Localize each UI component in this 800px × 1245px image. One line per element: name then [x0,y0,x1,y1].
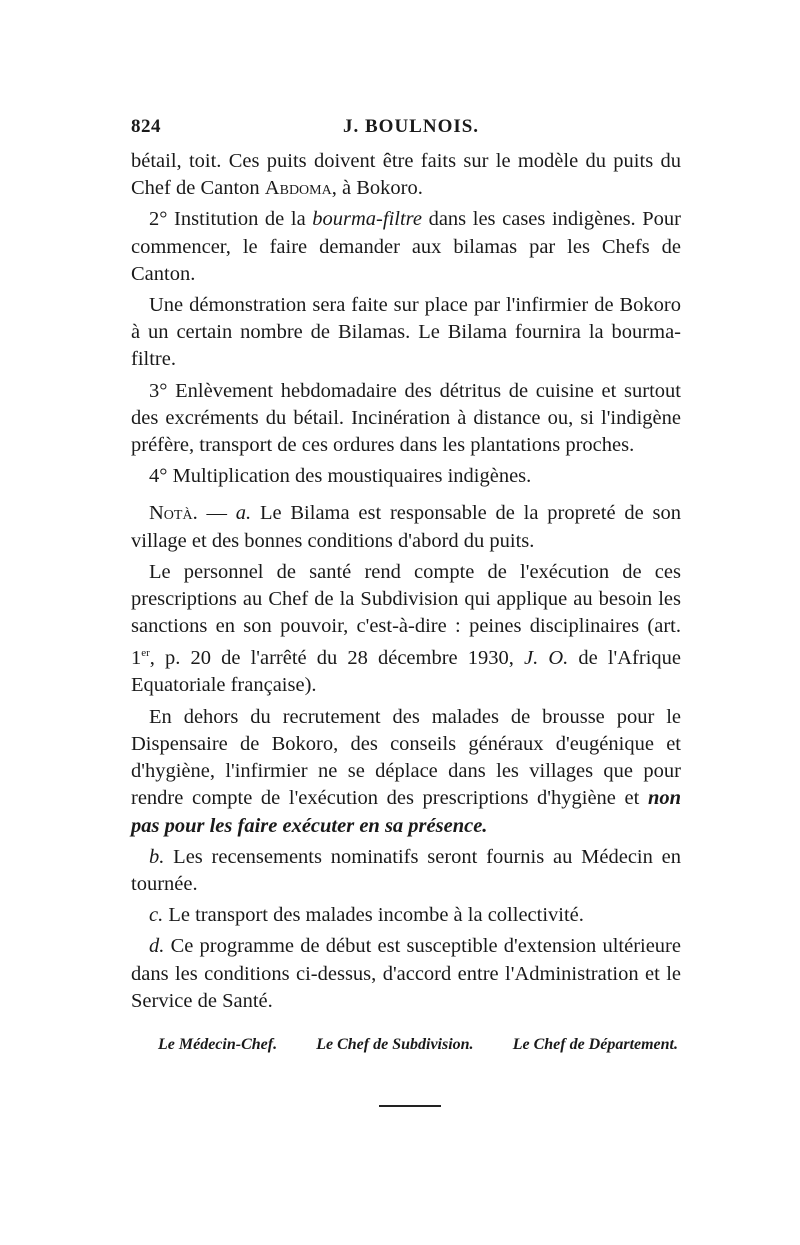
page-header [131,112,681,146]
signature-block [158,1036,678,1054]
paragraph-4: 3° Enlèvement hebdomadaire des détritus de cuisine et surtout des excréments du bétail. Incinération à distance ou, si l'indigène préfère, transport de ces ordures dans les plantations proches. [131,379,681,457]
signature-medecin-chef: Le Médecin-Chef. [158,1036,278,1053]
body-text [131,148,681,1015]
signature-chef-departement: Le Chef de Département. [512,1036,678,1053]
item-letter-b: b. [149,845,165,868]
paragraph-7: Le personnel de santé rend compte de l'exécution de ces prescriptions au Chef de la Subdivision qui applique au besoin les sanctions en son pouvoir, c'est-à-dire : peines disciplinaires (art. 1er, p. 20 de l'arrêté du 28 décembre 1930, J. O. de l'Afrique Equatoriale française). [131,560,681,697]
paragraph-nota: Notà. — a. Le Bilama est responsable de la propreté de son village et des bonnes conditions d'abord du puits. [131,502,681,552]
item-letter-a: a. [235,502,252,525]
emphasis-non-pas: non pas pour les faire exécuter en sa présence. [131,787,681,837]
paragraph-3: Une démonstration sera faite sur place par l'infirmier de Bokoro à un certain nombre de Bilamas. Le Bilama fournira la bourma-filtre. [131,294,681,371]
paragraph-1: bétail, toit. Ces puits doivent être faits sur le modèle du puits du Chef de Canton Abdoma, à Bokoro. [131,150,681,200]
paragraph-b: b. Les recensements nominatifs seront fournis au Médecin en tournée. [131,845,681,895]
superscript-er: er [141,647,150,660]
journal-officiel-abbrev: J. O. [524,647,569,670]
end-rule-divider [379,1105,441,1107]
item-letter-c: c. [149,904,164,927]
nota-label: Notà. [149,502,198,525]
paragraph-2: 2° Institution de la bourma-filtre dans les cases indigènes. Pour commencer, le faire demander aux bilamas par les Chefs de Canton. [131,208,681,285]
paragraph-d: d. Ce programme de début est susceptible d'extension ultérieure dans les conditions ci-dessus, d'accord entre l'Administration et le Service de Santé. [131,935,681,1012]
paragraph-c: c. Le transport des malades incombe à la collectivité. [149,904,584,927]
canton-chief-name: Abdoma [264,177,332,200]
document-page [131,112,681,1053]
item-letter-d: d. [149,935,165,958]
paragraph-5: 4° Multiplication des moustiquaires indigènes. [149,465,532,488]
running-title: J. BOULNOIS. [343,116,480,137]
emphasis-bourma-filtre: bourma-filtre [312,208,422,231]
signature-chef-subdivision: Le Chef de Subdivision. [316,1036,474,1053]
page-number: 824 [131,116,161,137]
paragraph-8: En dehors du recrutement des malades de brousse pour le Dispensaire de Bokoro, des conseils généraux d'eugénique et d'hygiène, l'infirmier ne se déplace dans les villages que pour rendre compte de l'exécution des prescriptions d'hygiène et non pas pour les faire exécuter en sa présence. [131,705,681,837]
